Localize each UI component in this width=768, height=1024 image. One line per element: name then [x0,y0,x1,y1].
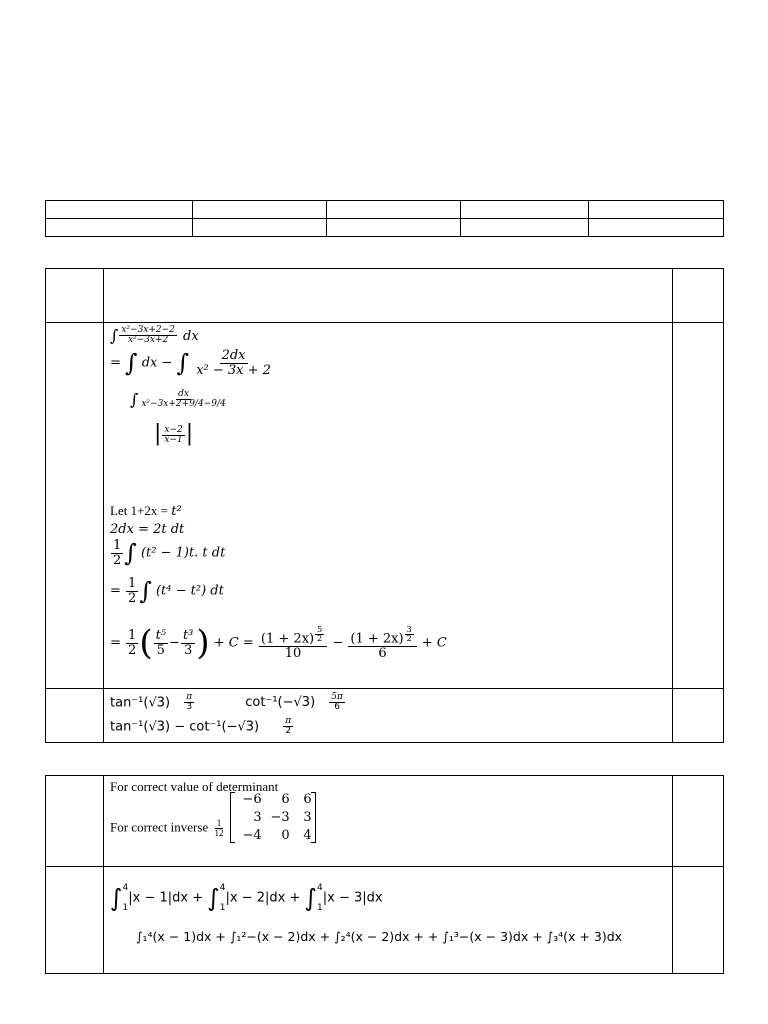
solution-cell-matrix [104,776,673,867]
table-cell [46,867,104,974]
eq-line-9: = $\frac{1}{2}$ ( $\frac{\text{t⁵}}{5}$ − $\frac{\text{t³}}{3}$ ) + C = (1 + 2x) $^{\frac{5}{2}}$ 10 − (1 + 2x) $^{\frac{3}{2}}$ 6 + C [110,623,447,663]
table-cell [673,689,724,743]
table-row [46,219,724,237]
table-cell [589,219,724,237]
table-cell [327,201,461,219]
answer-table-1 [45,268,724,743]
abs-line-1: ∫ 4 1 |x − 1|dx + ∫ 4 1 |x − 2|dx + ∫ 4 1 |x − 3|dx [110,883,383,913]
table-cell [46,219,193,237]
solution-cell-abs-integral [104,867,673,974]
table-cell [46,776,104,867]
eq-line-3: ∫ $\frac{dx}{\text{x²−3x+2+9/4−9/4}}$ [130,388,226,409]
table-row [46,689,724,743]
inverse-matrix: −6 6 6 3 −3 3 −4 0 4 [230,792,316,843]
table-cell [46,689,104,743]
table-cell [46,269,104,323]
table-cell [673,776,724,867]
table-cell [46,323,104,689]
eq-line-2: = ∫ dx − ∫ $\frac{2dx}{\text{x² − 3x + 2}}$ [110,348,271,378]
header-table [45,200,724,237]
table-cell [104,269,673,323]
answer-table-2 [45,775,724,974]
inverse-text: For correct inverse $\frac{1}{12}$ −6 6 6 3 −3 3 −4 0 4 [110,814,316,843]
solution-cell-integral [104,323,673,689]
abs-line-2: ∫₁⁴(x − 1)dx + ∫₁²−(x − 2)dx + ∫₂⁴(x − 2)dx + + ∫₁³−(x − 3)dx + ∫₃⁴(x + 3)dx [136,929,623,944]
table-cell [193,219,327,237]
table-row [46,269,724,323]
table-row [46,201,724,219]
table-row [46,776,724,867]
table-cell [673,867,724,974]
table-cell [327,219,461,237]
trig-line-2: tan⁻¹(√3) − cot⁻¹(−√3) $\frac{\pi}{2}$ [110,716,292,737]
eq-let: Let 1+2x = t² [110,503,182,519]
eq-line-7: $\frac{1}{2}$ ∫ (t² − 1)t. t dt [113,538,226,568]
table-cell [46,201,193,219]
table-row [46,323,724,689]
table-cell [673,269,724,323]
det-text: For correct value of determinant [110,779,279,794]
eq-line-4: | $\frac{x-2}{x-1}$ | [154,421,194,446]
table-cell [461,219,589,237]
eq-line-6: 2dx = 2t dt [110,522,185,537]
eq-line-1: ∫ $\frac{\text{x²−3x+2−2}}{\text{x²−3x+2}}$ dx [110,324,199,345]
table-row [46,867,724,974]
table-cell [193,201,327,219]
table-cell [461,201,589,219]
eq-line-8: = $\frac{1}{2}$ ∫ (t⁴ − t²) dt [110,576,224,606]
trig-line-1: tan⁻¹(√3) $\frac{\pi}{3}$ cot⁻¹(−√3) $\frac{5\pi}{6}$ [110,692,343,713]
table-cell [673,323,724,689]
table-cell [589,201,724,219]
solution-cell-trig [104,689,673,743]
